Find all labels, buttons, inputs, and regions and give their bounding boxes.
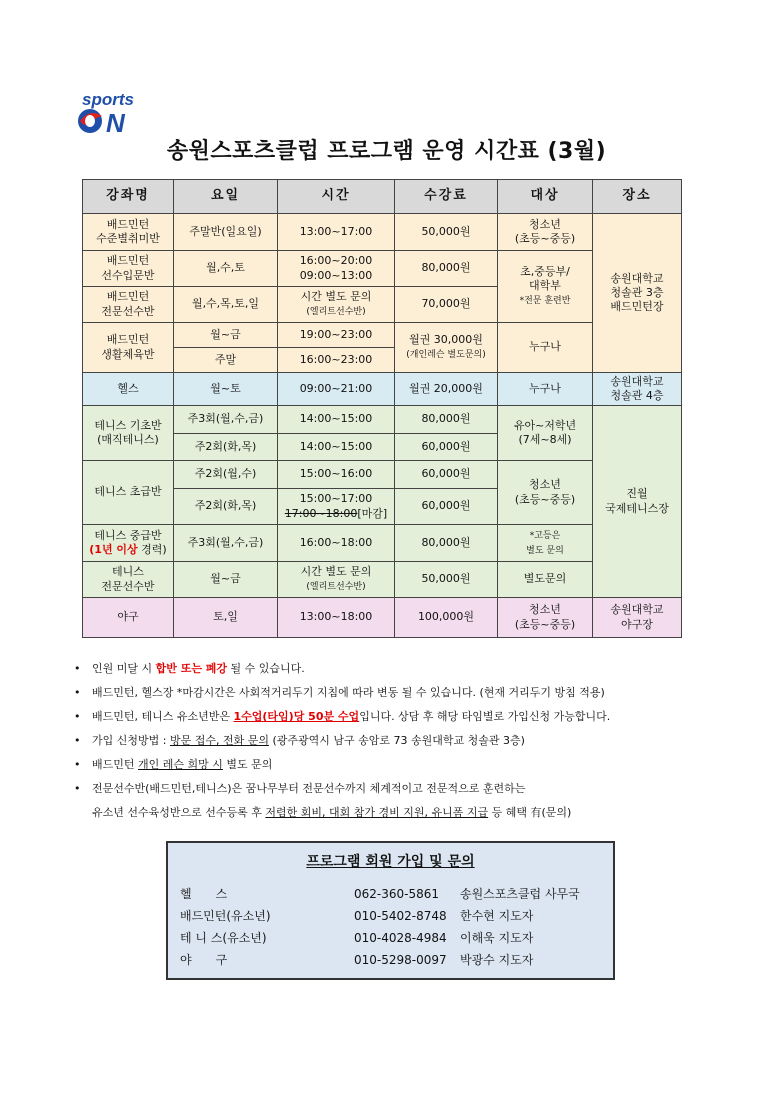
course-name: 선수입문반 [101, 268, 155, 282]
contact-phone: 010-4028-4984 [354, 931, 447, 945]
time-cell [278, 287, 395, 323]
course-name-cell [83, 214, 174, 251]
closed-label: [마감] [357, 506, 388, 520]
place-text: 진월 [626, 487, 648, 501]
header-cell: 요일 [174, 180, 278, 214]
fee-cell: 80,000원 [395, 525, 498, 562]
fee-cell [395, 323, 498, 373]
place-text: 청솔관 3층 [610, 285, 664, 299]
contact-person: 이해욱 지도자 [460, 931, 534, 945]
fee-cell: 60,000원 [395, 489, 498, 525]
target-text: 청소년 [529, 603, 561, 617]
place-text: 송원대학교 [610, 374, 664, 388]
note-text: 유소년 선수육성반으로 선수등록 후 [92, 806, 266, 819]
contact-phone: 010-5402-8748 [354, 909, 447, 923]
header-cell: 장소 [593, 180, 682, 214]
time-cell [278, 562, 395, 598]
note-highlight: 합반 또는 폐강 [155, 662, 228, 675]
day-cell: 월,수,목,토,일 [174, 287, 278, 323]
course-name: 전문선수반 [101, 304, 155, 318]
day-cell: 주3회(월,수,금) [174, 525, 278, 562]
time-cell [278, 489, 395, 525]
course-name-cell: 테니스 초급반 [83, 461, 174, 525]
fee-cell: 80,000원 [395, 406, 498, 434]
target-cell: 별도문의 [498, 562, 593, 598]
time-cell: 14:00~15:00 [278, 406, 395, 434]
day-cell: 월~금 [174, 562, 278, 598]
day-cell: 월~토 [174, 373, 278, 406]
time-text: 09:00~13:00 [299, 268, 373, 282]
contact-phone: 062-360-5861 [354, 887, 440, 901]
place-text: 송원대학교 [610, 271, 664, 285]
table-row [83, 214, 682, 251]
course-requirement-text: 경력) [137, 543, 167, 556]
note-text: (광주광역시 남구 송암로 73 송원대학교 청솔관 3층) [268, 734, 525, 747]
table-row [83, 598, 682, 638]
target-text: (초등~중등) [514, 492, 576, 506]
day-cell: 주2회(월,수) [174, 461, 278, 489]
day-cell: 주말 [174, 348, 278, 373]
logo-sports-text: sports [82, 90, 134, 109]
target-text: 청소년 [529, 478, 561, 492]
course-name-cell: 야구 [83, 598, 174, 638]
target-note: 별도 문의 [526, 546, 564, 556]
note-text: 될 수 있습니다. [227, 662, 305, 675]
target-text: 대학부 [529, 279, 561, 293]
table-row [83, 562, 682, 598]
note-item [70, 753, 720, 777]
header-cell: 대상 [498, 180, 593, 214]
day-cell: 월,수,토 [174, 251, 278, 287]
course-name: 테니스 중급반 [94, 528, 162, 542]
note-item: • 배드민턴, 헬스장 *마감시간은 사회적거리두기 지침에 따라 변동 될 수 있습니다. (현재 거리두기 방침 적용) [70, 681, 720, 705]
day-cell: 토,일 [174, 598, 278, 638]
note-text: 인원 미달 시 [92, 662, 156, 675]
time-text: 시간 별도 문의 [300, 290, 372, 303]
table-row [83, 373, 682, 406]
header-cell: 시간 [278, 180, 395, 214]
target-cell [498, 525, 593, 562]
day-cell: 주3회(월,수,금) [174, 406, 278, 434]
note-text: 입니다. 상담 후 해당 타임별로 가입신청 가능합니다. [359, 710, 611, 723]
contact-row [178, 905, 603, 927]
note-highlight: 1수업(타임)당 50분 수업 [233, 710, 360, 723]
course-name: 배드민턴 [106, 217, 150, 231]
fee-text: 월권 30,000원 [409, 333, 483, 346]
contact-row [178, 927, 603, 949]
time-text: 15:00~17:00 [299, 492, 373, 506]
time-note: (엘리트선수반) [306, 582, 366, 593]
header-cell: 수강료 [395, 180, 498, 214]
contact-row [178, 883, 603, 905]
time-cell: 16:00~23:00 [278, 348, 395, 373]
course-requirement-highlight: (1년 이상 [89, 543, 138, 556]
place-text: 국제테니스장 [605, 501, 669, 515]
table-header-row [83, 180, 682, 214]
target-text: 유아~저학년 [513, 418, 577, 432]
notes-list [70, 657, 720, 825]
course-name-cell [83, 525, 174, 562]
course-name: 테니스 [112, 565, 144, 579]
target-text: (초등~중등) [514, 232, 576, 245]
contact-box [166, 841, 615, 980]
target-cell [498, 461, 593, 525]
fee-cell: 80,000원 [395, 251, 498, 287]
contact-name: 야 구 [180, 953, 228, 967]
time-text: 16:00~20:00 [299, 254, 373, 268]
course-name-cell [83, 323, 174, 373]
place-cell [593, 373, 682, 406]
target-cell: 누구나 [498, 373, 593, 406]
contact-title: 프로그램 회원 가입 및 문의 [306, 854, 475, 870]
schedule-table [82, 179, 682, 638]
course-name: 배드민턴 [106, 254, 150, 268]
day-cell: 월~금 [174, 323, 278, 348]
time-cell: 13:00~18:00 [278, 598, 395, 638]
note-text: 별도 문의 [222, 758, 273, 771]
course-name-cell [83, 251, 174, 287]
note-item [70, 729, 720, 753]
logo-on-mark [76, 106, 146, 136]
day-cell: 주말반(일요일) [174, 214, 278, 251]
place-text: 송원대학교 [610, 603, 664, 617]
time-cell [278, 251, 395, 287]
note-item [70, 705, 720, 729]
fee-cell: 월권 20,000원 [395, 373, 498, 406]
note-underlined: 방문 접수, 전화 문의 [169, 734, 269, 747]
day-cell: 주2회(화,목) [174, 489, 278, 525]
place-cell [593, 214, 682, 373]
place-text: 배드민턴장 [610, 300, 664, 314]
time-cell: 14:00~15:00 [278, 434, 395, 461]
place-text: 야구장 [621, 617, 653, 631]
contact-person: 한수현 지도자 [460, 909, 534, 923]
time-cell: 19:00~23:00 [278, 323, 395, 348]
contact-name: 헬 스 [180, 887, 228, 901]
time-cell: 13:00~17:00 [278, 214, 395, 251]
target-text: (7세~8세) [518, 433, 572, 446]
course-name-cell [83, 287, 174, 323]
note-underlined: 개인 레슨 희망 시 [138, 758, 223, 771]
table-row [83, 406, 682, 434]
course-name: (매직테니스) [97, 433, 159, 446]
fee-cell: 60,000원 [395, 434, 498, 461]
table-row [83, 251, 682, 287]
target-cell [498, 214, 593, 251]
note-text: 배드민턴, 테니스 유소년반은 [92, 710, 234, 723]
contact-person: 송원스포츠클럽 사무국 [460, 887, 580, 901]
place-text: 청솔관 4층 [610, 389, 664, 402]
course-name: 배드민턴 [106, 333, 150, 347]
time-cell: 16:00~18:00 [278, 525, 395, 562]
course-name-cell [83, 562, 174, 598]
course-name: 생활체육반 [101, 347, 155, 361]
target-text: 청소년 [529, 217, 561, 231]
course-name: 전문선수반 [101, 579, 155, 593]
closed-time-text: 17:00~18:00 [284, 506, 358, 520]
table-row [83, 525, 682, 562]
place-cell [593, 406, 682, 598]
time-cell: 09:00~21:00 [278, 373, 395, 406]
target-cell [498, 598, 593, 638]
course-name: 테니스 기초반 [94, 418, 162, 432]
course-name: 수준별취미반 [96, 232, 160, 245]
note-text: • 전문선수반(배드민턴,테니스)은 꿈나무부터 전문선수까지 체계적이고 전문적으로 훈련하는 [92, 782, 526, 795]
contact-phone: 010-5298-0097 [354, 953, 447, 967]
target-cell: 누구나 [498, 323, 593, 373]
fee-cell: 70,000원 [395, 287, 498, 323]
fee-cell: 50,000원 [395, 214, 498, 251]
course-name-cell [83, 406, 174, 461]
target-cell [498, 406, 593, 461]
note-underlined: 저렴한 회비, 대회 참가 경비 지원, 유니폼 지급 [265, 806, 489, 819]
svg-text:N: N [106, 108, 125, 136]
contact-row [178, 949, 603, 971]
fee-cell: 50,000원 [395, 562, 498, 598]
page-title: 송원스포츠클럽 프로그램 운영 시간표 (3월) [166, 139, 607, 164]
note-text: 등 혜택 有(문의) [488, 806, 572, 819]
time-text: 시간 별도 문의 [300, 565, 372, 578]
table-row [83, 461, 682, 489]
place-cell [593, 598, 682, 638]
table-row [83, 323, 682, 348]
target-note: *전문 훈련반 [519, 296, 571, 307]
target-note: *고등은 [529, 531, 561, 542]
sports-on-logo [76, 90, 146, 138]
target-text: 초,중등부/ [520, 264, 570, 278]
contact-person: 박광수 지도자 [460, 953, 534, 967]
course-name-cell: 헬스 [83, 373, 174, 406]
note-item [70, 657, 720, 681]
note-text: 가입 신청방법 : [92, 734, 170, 747]
target-text: (초등~중등) [514, 617, 576, 631]
note-item [70, 777, 720, 825]
fee-note: (개인레슨 별도문의) [406, 350, 486, 361]
note-text: 배드민턴 [92, 758, 139, 771]
time-cell: 15:00~16:00 [278, 461, 395, 489]
contact-name: 테 니 스(유소년) [180, 931, 267, 945]
fee-cell: 60,000원 [395, 461, 498, 489]
day-cell: 주2회(화,목) [174, 434, 278, 461]
time-note: (엘리트선수반) [306, 307, 366, 318]
target-cell [498, 251, 593, 323]
header-cell: 강좌명 [83, 180, 174, 214]
course-name: 배드민턴 [106, 290, 150, 304]
fee-cell: 100,000원 [395, 598, 498, 638]
contact-name: 배드민턴(유소년) [180, 909, 271, 923]
